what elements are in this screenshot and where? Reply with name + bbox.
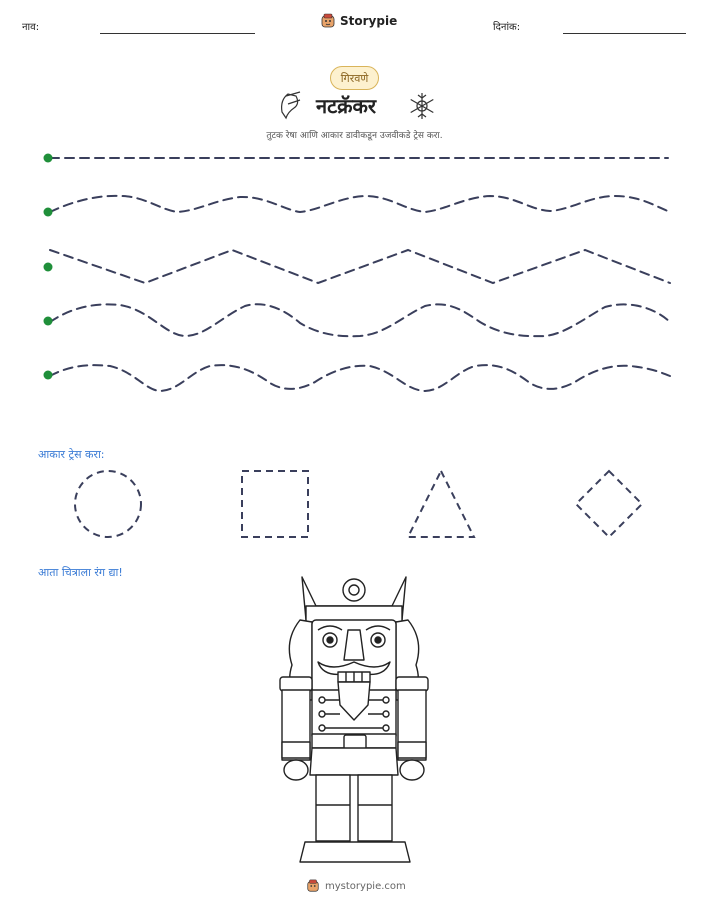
color-heading: आता चित्राला रंग द्या! (38, 566, 123, 579)
activity-badge: गिरवणे (330, 66, 379, 90)
page-title: नटक्रॅकर (316, 94, 377, 118)
instructions: तुटक रेषा आणि आकार डावीकडून उजवीकडे ट्रेस करा. (266, 131, 443, 141)
date-label: दिनांक: (493, 22, 521, 33)
shapes-heading: आकार ट्रेस करा: (38, 448, 105, 461)
footer-url[interactable]: mystorypie.com (325, 880, 406, 892)
brand-name: Storypie (340, 14, 398, 28)
name-label: नाव: (22, 22, 40, 33)
storypie-mascot-icon (306, 879, 320, 893)
footer (306, 879, 406, 893)
